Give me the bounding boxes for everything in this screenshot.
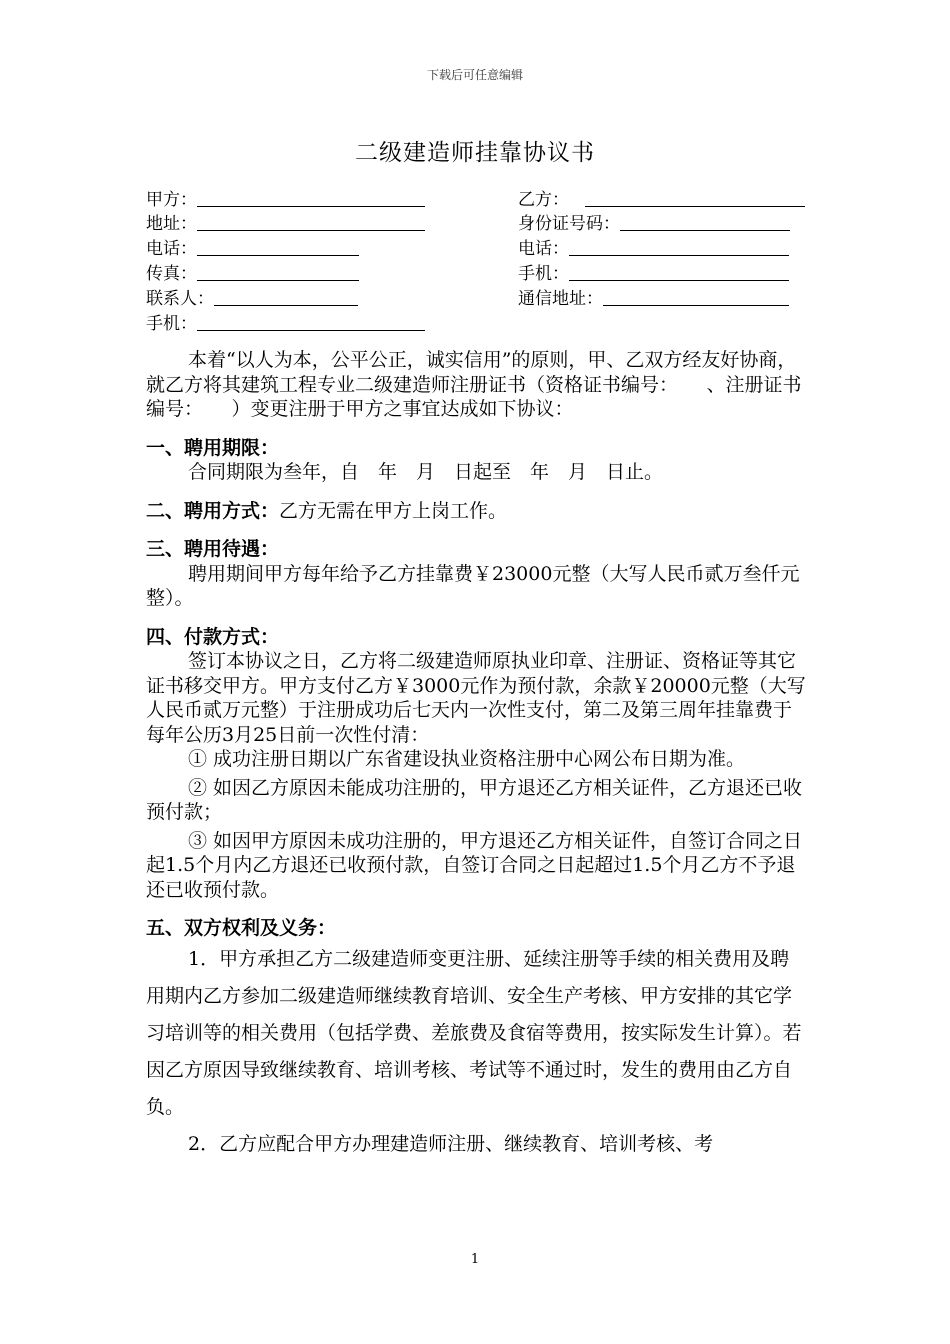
section-5-heading: 五、双方权利及义务： — [146, 917, 337, 939]
section-3-heading: 三、聘用待遇： — [146, 538, 280, 560]
party-b-phone-label: 电话： — [518, 239, 569, 259]
page-number: 1 — [470, 1252, 480, 1267]
party-a-phone-label: 电话： — [146, 239, 197, 259]
party-b-id-label: 身份证号码： — [518, 214, 620, 234]
party-b-mail-address-field — [518, 287, 789, 311]
party-a-address-label: 地址： — [146, 214, 197, 234]
party-a-name-blank[interactable] — [197, 188, 425, 207]
party-a-mobile-field — [146, 312, 425, 336]
party-b-id-blank[interactable] — [620, 212, 790, 231]
section-4-item-3: ③ 如因甲方原因未成功注册的，甲方退还乙方相关证件，自签订合同之日起1.5个月内乙方退还已收预付款，自签订合同之日起超过1.5个月乙方不予退还已收预付款。 — [146, 829, 803, 901]
party-a-address-field — [146, 212, 425, 236]
party-b-mobile-field — [518, 262, 789, 286]
party-a-mobile-label: 手机： — [146, 314, 197, 334]
party-a-name-field — [146, 188, 425, 212]
agreement-body — [146, 348, 806, 1163]
party-a-contact-label: 联系人： — [146, 289, 214, 309]
section-4-heading: 四、付款方式： — [146, 625, 280, 648]
section-2-text: 乙方无需在甲方上岗工作。 — [279, 499, 508, 522]
party-b-name-blank[interactable] — [585, 188, 805, 207]
section-2-heading: 二、聘用方式： — [146, 499, 280, 522]
party-b-name-field — [518, 188, 805, 212]
party-b-phone-field — [518, 237, 789, 261]
section-4-text: 签订本协议之日，乙方将二级建造师原执业印章、注册证、资格证等其它证书移交甲方。甲方支付乙方￥3000元作为预付款，余款￥20000元整（大写人民币贰万元整）于注册成功后七天内一次性支付，第二及第三周年挂靠费于每年公历3月25日前一次性付清： — [146, 650, 806, 746]
party-a-name-label: 甲方： — [146, 190, 197, 210]
section-1-heading: 一、聘用期限： — [146, 436, 280, 459]
party-b-id-field — [518, 212, 790, 236]
section-5-item-1: 1．甲方承担乙方二级建造师变更注册、延续注册等手续的相关费用及聘用期内乙方参加二级建造师继续教育培训、安全生产考核、甲方安排的其它学习培训等的相关费用（包括学费、差旅费及食宿等费用，按实际发生计算）。若因乙方原因导致继续教育、培训考核、考试等不通过时，发生的费用由乙方自负。 — [146, 947, 802, 1118]
section-1-text: 合同期限为叁年，自 年 月 日起至 年 月 日止。 — [188, 461, 664, 483]
party-b-phone-blank[interactable] — [569, 237, 789, 256]
party-a-fax-blank[interactable] — [197, 262, 359, 281]
party-b-mobile-label: 手机： — [518, 264, 569, 284]
party-a-fax-label: 传真： — [146, 264, 197, 284]
party-a-mobile-blank[interactable] — [197, 312, 425, 331]
party-a-address-blank[interactable] — [197, 212, 425, 231]
section-5-item-2: 2．乙方应配合甲方办理建造师注册、继续教育、培训考核、考 — [188, 1132, 714, 1155]
section-2 — [146, 499, 806, 524]
section-4-item-2: ② 如因乙方原因未能成功注册的，甲方退还乙方相关证件，乙方退还已收预付款； — [146, 776, 803, 823]
party-a-phone-blank[interactable] — [197, 237, 359, 256]
party-a-contact-blank[interactable] — [214, 287, 358, 306]
party-b-mobile-blank[interactable] — [569, 262, 789, 281]
party-a-fax-field — [146, 262, 359, 286]
party-b-name-label: 乙方： — [518, 190, 569, 210]
section-3-text: 聘用期间甲方每年给予乙方挂靠费￥23000元整（大写人民币贰万叁仟元整）。 — [146, 562, 800, 609]
intro-paragraph: 本着“以人为本，公平公正，诚实信用”的原则，甲、乙双方经友好协商，就乙方将其建筑工程专业二级建造师注册证书（资格证书编号： 、注册证书编号： ）变更注册于甲方之事宜达成如下协议： — [146, 349, 802, 420]
section-4-item-1: ① 成功注册日期以广东省建设执业资格注册中心网公布日期为准。 — [188, 748, 746, 770]
party-b-mail-address-label: 通信地址： — [518, 289, 603, 309]
party-a-contact-field — [146, 287, 358, 311]
party-b-mail-address-blank[interactable] — [603, 287, 789, 306]
party-a-phone-field — [146, 237, 359, 261]
header-note: 下载后可任意编辑 — [426, 68, 523, 82]
document-title: 二级建造师挂靠协议书 — [355, 140, 595, 166]
